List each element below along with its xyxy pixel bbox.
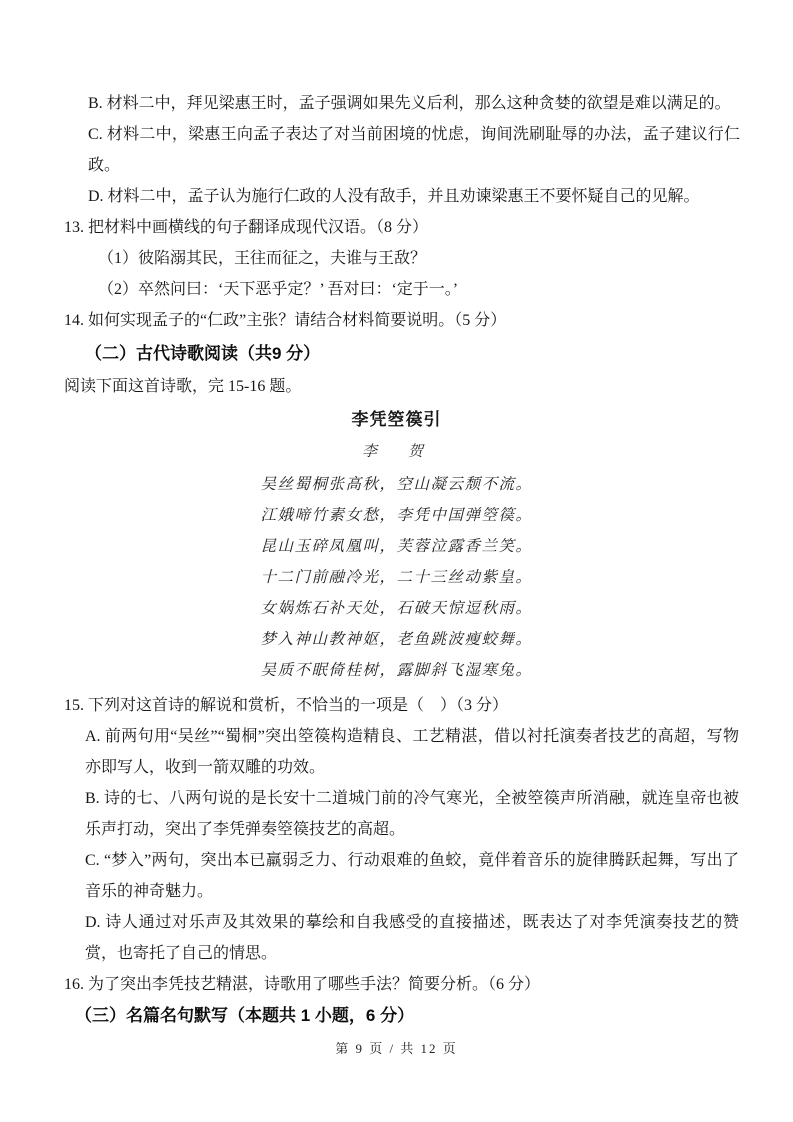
question-15-option-c: C. “梦入”两句，突出本已羸弱乏力、行动艰难的鱼蛟，竟伴着音乐的旋律腾跃起舞，写出了音乐的神奇魅力。 bbox=[85, 852, 739, 900]
poem-title: 李凭箜篌引 bbox=[351, 410, 442, 429]
poem-line-3: 昆山玉碎凤凰叫，芙蓉泣露香兰笑。 bbox=[260, 538, 533, 555]
page-number-footer: 第 9 页 / 共 12 页 bbox=[335, 1041, 458, 1056]
question-13-sub-2: （2）卒然问曰：‘天下恶乎定？’ 吾对曰：‘定于一。’ bbox=[98, 281, 459, 298]
poem-line-1: 吴丝蜀桐张高秋，空山凝云颓不流。 bbox=[260, 476, 533, 493]
question-15-option-b: B. 诗的七、八两句说的是长安十二道城门前的冷气寒光，全被箜篌声所消融，就连皇帝也被乐声打动，突出了李凭弹奏箜篌技艺的高超。 bbox=[85, 790, 739, 838]
question-15-option-a: A. 前两句用“吴丝”“蜀桐”突出箜篌构造精良、工艺精湛，借以衬托演奏者技艺的高超，写物亦即写人，收到一箭双雕的功效。 bbox=[85, 728, 739, 776]
question-15-option-d: D. 诗人通过对乐声及其效果的摹绘和自我感受的直接描述，既表达了对李凭演奏技艺的赞赏，也寄托了自己的情思。 bbox=[85, 914, 739, 962]
section-mingju-heading: （三）名篇名句默写（本题共 1 小题，6 分） bbox=[75, 1006, 415, 1025]
question-14-stem: 14. 如何实现孟子的“仁政”主张？请结合材料简要说明。（5 分） bbox=[64, 312, 507, 329]
poem-line-5: 女娲炼石补天处，石破天惊逗秋雨。 bbox=[260, 600, 533, 617]
question-12-option-c: C. 材料二中，梁惠王向孟子表达了对当前困境的忧虑，询间洗刷耻辱的办法，孟子建议行仁政。 bbox=[88, 126, 740, 174]
section-poetry-heading: （二）古代诗歌阅读（共9 分） bbox=[85, 344, 321, 363]
question-13-sub-1: （1）彼陷溺其民，王往而征之，夫谁与王敌？ bbox=[98, 250, 427, 267]
poem-line-2: 江娥啼竹素女愁，李凭中国弹箜篌。 bbox=[260, 507, 533, 524]
question-12-option-b: B. 材料二中，拜见梁惠王时，孟子强调如果先义后利，那么这种贪婪的欲望是难以满足的。 bbox=[88, 95, 731, 112]
poem-line-6: 梦入神山教神妪，老鱼跳波瘦蛟舞。 bbox=[260, 631, 533, 648]
poem-intro: 阅读下面这首诗歌，完 15-16 题。 bbox=[64, 378, 302, 395]
question-15-stem: 15. 下列对这首诗的解说和赏析，不恰当的一项是（ ）（3 分） bbox=[64, 697, 509, 714]
question-12-option-d: D. 材料二中，孟子认为施行仁政的人没有敌手，并且劝谏梁惠王不要怀疑自己的见解。 bbox=[88, 188, 700, 205]
poem-line-7: 吴质不眠倚桂树，露脚斜飞湿寒兔。 bbox=[260, 662, 533, 679]
question-16-stem: 16. 为了突出李凭技艺精湛，诗歌用了哪些手法？简要分析。（6 分） bbox=[64, 976, 541, 993]
poem-line-4: 十二门前融冷光，二十三丝动紫皇。 bbox=[260, 569, 533, 586]
poem-author: 李 贺 bbox=[361, 444, 431, 460]
question-13-stem: 13. 把材料中画横线的句子翻译成现代汉语。（8 分） bbox=[64, 219, 429, 236]
